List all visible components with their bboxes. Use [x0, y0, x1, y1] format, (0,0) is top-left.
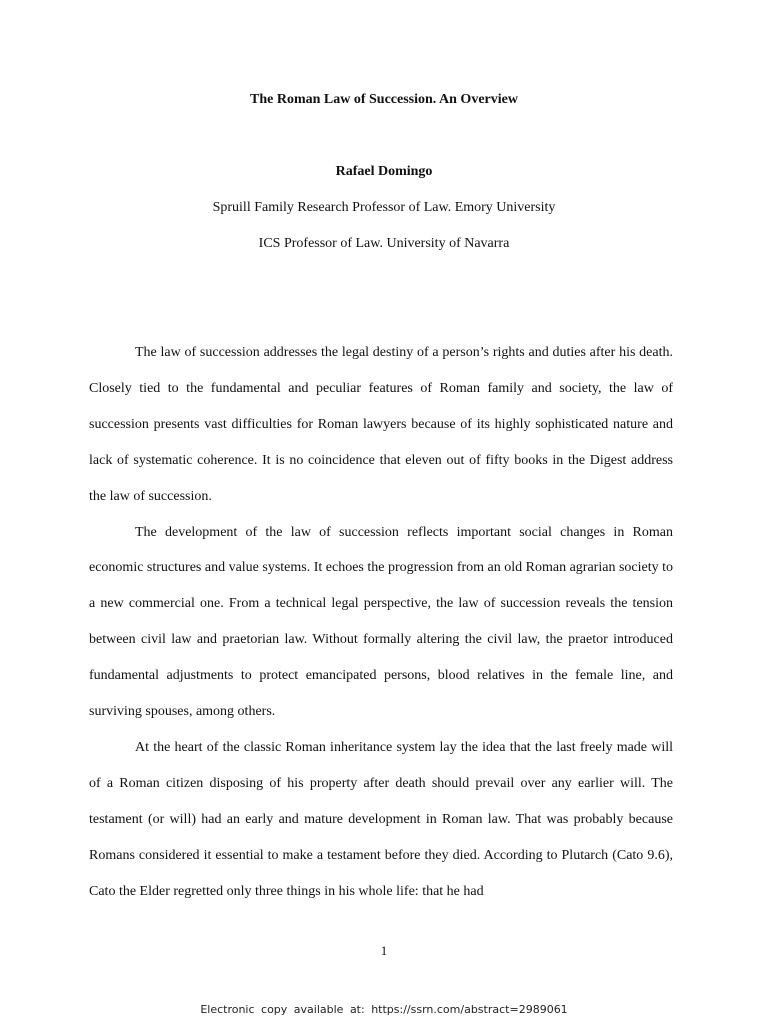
paragraph: The law of succession addresses the legal destiny of a person’s rights and duties after his death. Closely tied to the fundamental and peculiar features of Roman family and society, the law of succession presents vast difficulties for Roman lawyers because of its highly sophisticated nature and lack of systematic coherence. It is no coincidence that eleven out of fifty books in the Digest address the law of succession. [89, 345, 673, 504]
author-name: Rafael Domingo [335, 164, 433, 179]
author-affiliation: ICS Professor of Law. University of Navarra [258, 236, 510, 251]
paper-title: The Roman Law of Succession. An Overview [250, 92, 518, 107]
ssrn-footer: Electronic copy available at: https://ssrn.com/abstract=2989061 [200, 1003, 568, 1016]
body-text [89, 335, 673, 910]
paragraph: At the heart of the classic Roman inheritance system lay the idea that the last freely made will of a Roman citizen disposing of his property after death should prevail over any earlier will. The testament (or will) had an early and mature development in Roman law. That was probably because Romans considered it essential to make a testament before they died. According to Plutarch (Cato 9.6), Cato the Elder regretted only three things in his whole life: that he had [89, 739, 673, 899]
author-affiliation: Spruill Family Research Professor of Law. Emory University [212, 200, 556, 215]
paragraph: The development of the law of succession reflects important social changes in Roman economic structures and value systems. It echoes the progression from an old Roman agrarian society to a new commercial one. From a technical legal perspective, the law of succession reveals the tension between civil law and praetorian law. Without formally altering the civil law, the praetor introduced fundamental adjustments to protect emancipated persons, blood relatives in the female line, and surviving spouses, among others. [89, 524, 673, 720]
page-number: 1 [380, 943, 388, 958]
